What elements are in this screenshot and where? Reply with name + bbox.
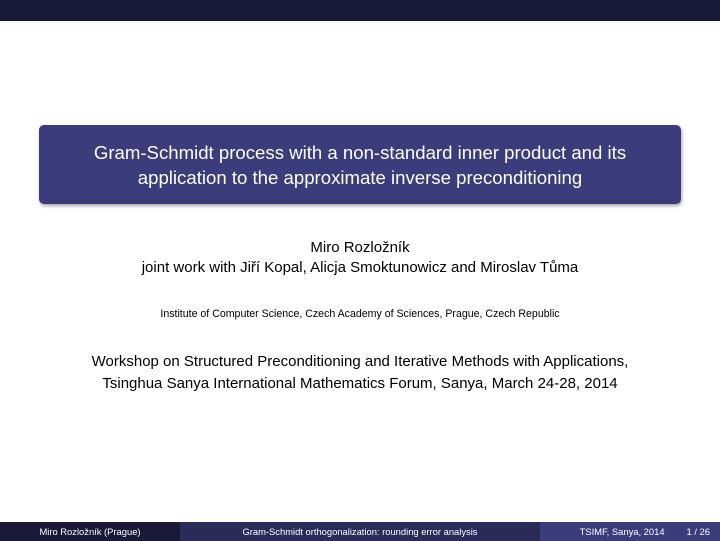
footer-page-number: 1 / 26: [686, 526, 710, 537]
title-line-1: Gram-Schmidt process with a non-standard inner product and its: [93, 141, 627, 163]
footer-right-section: [540, 522, 720, 541]
title-block: [39, 125, 681, 204]
title-line-2: application to the approximate inverse preconditioning: [137, 166, 583, 188]
coauthors-line: joint work with Jiří Kopal, Alicja Smoktunowicz and Miroslav Tůma: [141, 259, 579, 276]
workshop-line-2: Tsinghua Sanya International Mathematics Forum, Sanya, March 24-28, 2014: [102, 375, 618, 392]
author-name: Miro Rozložník: [310, 239, 410, 256]
top-header-bar: [0, 0, 720, 21]
workshop-line-1: Workshop on Structured Preconditioning and Iterative Methods with Applications,: [91, 353, 629, 370]
footer-event: TSIMF, Sanya, 2014: [579, 526, 665, 537]
institute-line: Institute of Computer Science, Czech Academy of Sciences, Prague, Czech Republic: [160, 308, 560, 320]
footer-bar: [0, 522, 720, 541]
footer-short-title: Gram-Schmidt orthogonalization: rounding error analysis: [180, 522, 540, 541]
footer-author: Miro Rozložník (Prague): [0, 522, 180, 541]
